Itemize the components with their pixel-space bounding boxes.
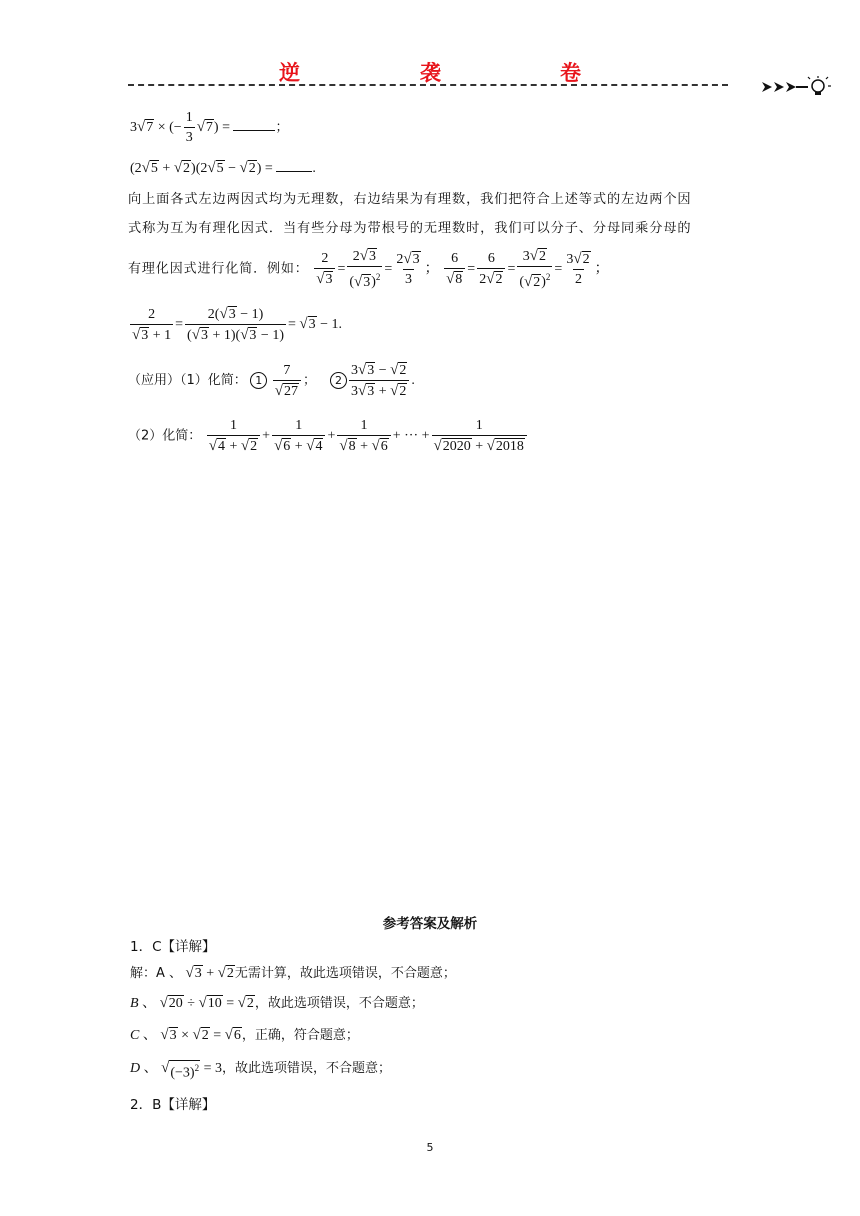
- page-number: 5: [426, 1141, 434, 1154]
- answer-1-option-c: C 、 √ 3 × √ 2 = √ 6 ，正确，符合题意；: [130, 1027, 359, 1043]
- circled-number-2: 2: [330, 372, 347, 389]
- answer-blank-2[interactable]: [276, 171, 312, 172]
- option-b-label: B: [130, 996, 139, 1011]
- example-line-2: 2 √ 3 + 1 = 2( √ 3 − 1) ( √ 3 + 1)( √ 3 − 1) = √ 3 − 1.: [132, 306, 343, 343]
- header-char-1: 逆: [279, 61, 301, 85]
- example-line: 有理化因式进行化简．例如： 2 √ 3 = 2 √ 3 ( √ 3 )$^2$ = 2 √ 3 3 ； 6 √ 8 = 6 2 √ 2 = 3 √ 2 ( √ 2 )$^2$ = 3 √ 2 2 ；: [128, 248, 609, 290]
- circled-number-1: 1: [250, 372, 267, 389]
- option-c-text: ，正确，符合题意；: [241, 1028, 359, 1043]
- eq2-end: .: [312, 161, 316, 176]
- option-d-text: ，故此选项错误，不合题意；: [222, 1061, 392, 1076]
- paragraph-line-1: 向上面各式左边两因式均为无理数，右边结果为有理数，我们把符合上述等式的左边两个因: [128, 192, 692, 207]
- answers-title: 参考答案及解析: [382, 916, 478, 932]
- answer-blank-1[interactable]: [233, 130, 275, 131]
- option-a-text: 无需计算，故此选项错误，不合题意；: [234, 966, 456, 981]
- header-char-2: 袭: [420, 61, 442, 85]
- question-2: （2）化简： 1 √ 4 + √ 2 + 1 √ 6 + √ 4 + 1 √ 8 + √ 6 + ··· + 1 √ 2020 + √ 2018: [128, 418, 529, 455]
- equation-2: (2 √ 5 + √ 2 )(2 √ 5 − √ 2 ) = .: [130, 160, 316, 176]
- option-c-label: C: [130, 1028, 140, 1043]
- option-b-text: ，故此选项错误，不合题意；: [254, 996, 424, 1011]
- answer-1-heading: 1．C【详解】: [130, 939, 216, 955]
- eq1-end: ；: [275, 120, 289, 136]
- answer-1-intro: 解：A 、: [130, 966, 183, 981]
- q1-prefix: （应用）（1）化简：: [128, 373, 247, 389]
- answer-1-option-a: 解：A 、 √ 3 + √ 2 无需计算，故此选项错误，不合题意；: [130, 965, 456, 981]
- header-dashed-rule: [128, 84, 728, 86]
- answer-1-option-b: B 、 √ 20 ÷ √ 10 = √ 2 ，故此选项错误，不合题意；: [130, 995, 424, 1011]
- option-d-label: D: [130, 1061, 141, 1076]
- paragraph-line-2: 式称为互为有理化因式．当有些分母为带根号的无理数时，我们可以分子、分母同乘分母的: [128, 221, 692, 236]
- q2-prefix: （2）化简：: [128, 428, 202, 444]
- answer-2-heading: 2．B【详解】: [130, 1097, 216, 1113]
- equation-1: 3 √ 7 × (− $\frac{1}{3}$ √ 7 ) = ；: [130, 110, 289, 145]
- answer-1-option-d: D 、 √ $(-3)^2$ = 3，故此选项错误，不合题意；: [130, 1060, 392, 1081]
- header-arrows-lightbulb-icon: [762, 74, 836, 100]
- example-prefix: 有理化因式进行化简．例如：: [128, 261, 309, 277]
- header-char-3: 卷: [560, 61, 582, 85]
- question-1: （应用）（1）化简： 1 7 √ 27 ； 2 3 √ 3 − √ 2 3 √ 3 + √ 2 .: [128, 362, 415, 399]
